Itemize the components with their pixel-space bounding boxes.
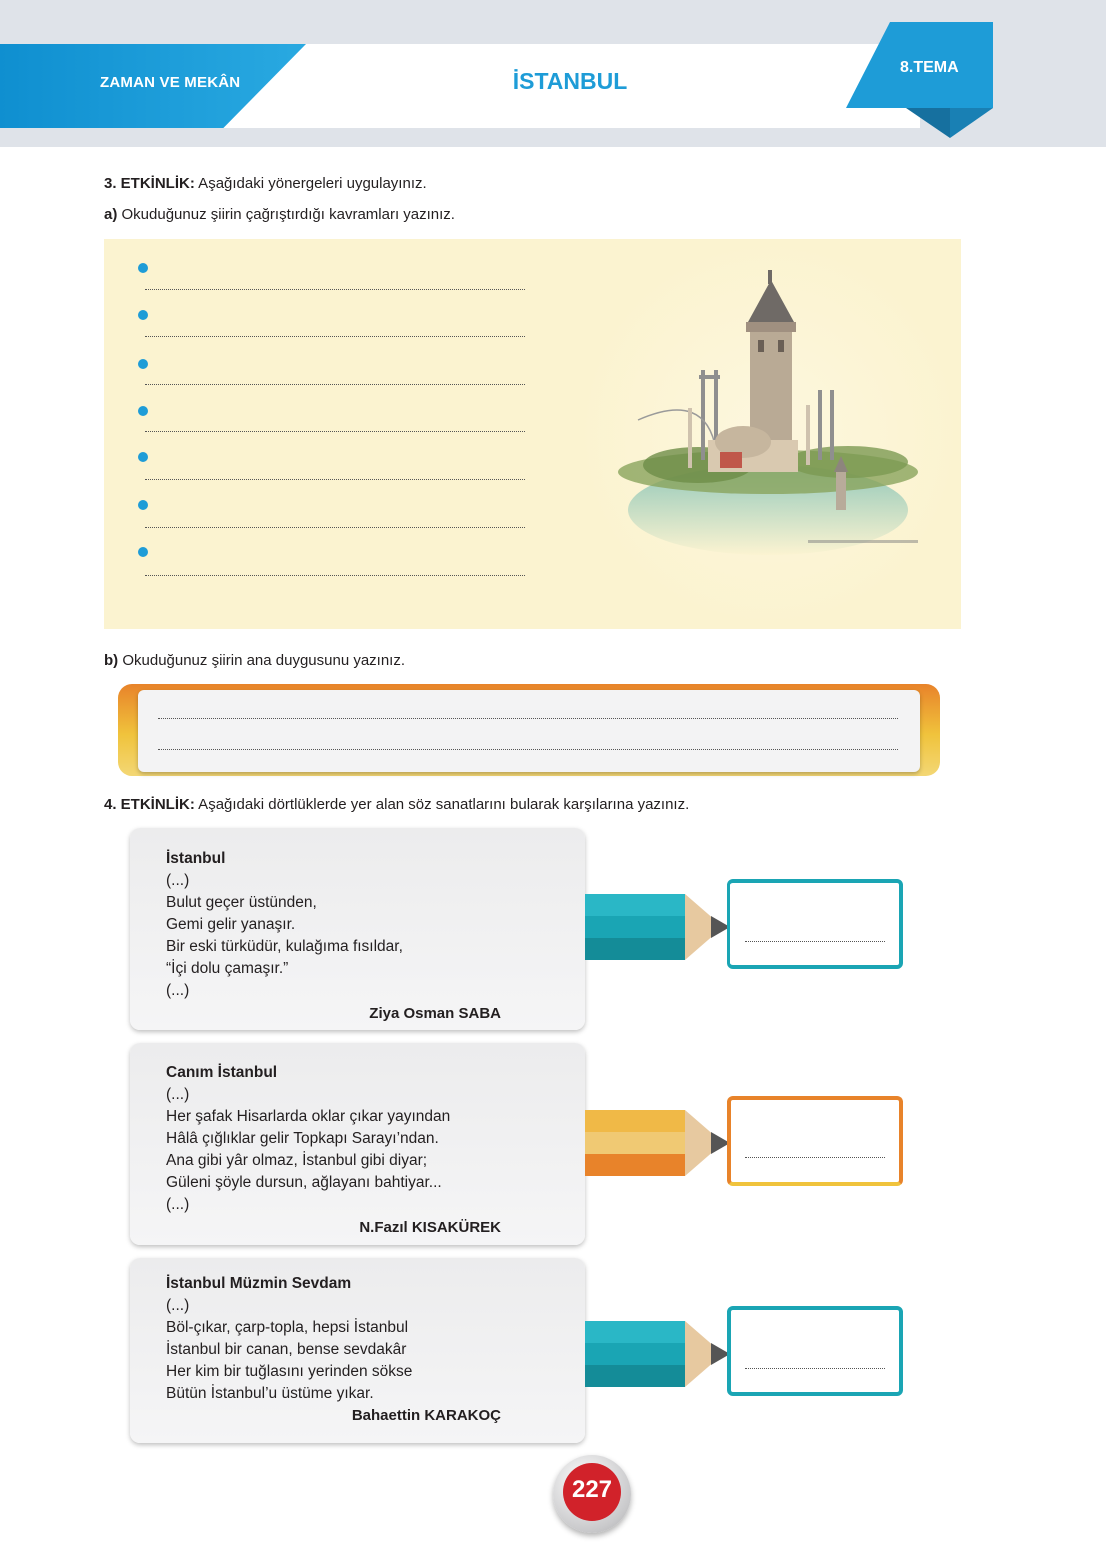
answer-box-2[interactable] xyxy=(727,1096,903,1186)
concept-line-2[interactable] xyxy=(145,336,525,337)
activity3-heading xyxy=(104,175,427,192)
poem-2-lines: (...) Her şafak Hisarlarda oklar çıkar yayından Hâlâ çığlıklar gelir Topkapı Sarayı’ndan. Ana gibi yâr olmaz, İstanbul gibi diyar; Güleni şöyle dursun, ağlayanı bahtiyar... (...) xyxy=(166,1086,451,1213)
concept-line-7[interactable] xyxy=(145,575,525,576)
poem-3-title: İstanbul Müzmin Sevdam xyxy=(166,1275,352,1292)
answer-line-1[interactable] xyxy=(745,941,885,942)
concept-line-4[interactable] xyxy=(145,431,525,432)
poem-3-author: Bahaettin KARAKOÇ xyxy=(351,1407,501,1424)
bullet-icon xyxy=(138,406,148,416)
concept-line-6[interactable] xyxy=(145,527,525,528)
concept-line-1[interactable] xyxy=(145,289,525,290)
feeling-line-1[interactable] xyxy=(158,718,898,719)
part-a-text: Okuduğunuz şiirin çağrıştırdığı kavramları yazınız. xyxy=(117,206,455,223)
activity4-heading xyxy=(104,796,689,813)
activity3-part-b xyxy=(104,652,405,669)
answer-box-1[interactable] xyxy=(727,879,903,969)
poem-3-lines: (...) Böl-çıkar, çarp-topla, hepsi İstanbul İstanbul bir canan, bense sevdakâr Her kim bir tuğlasını yerinden sökse Bütün İstanbul’u üstüme yıkar. xyxy=(166,1297,413,1402)
poem-1-author: Ziya Osman SABA xyxy=(369,1005,501,1022)
part-b-text: Okuduğunuz şiirin ana duygusunu yazınız. xyxy=(118,652,406,669)
pencil-icon xyxy=(585,894,730,960)
bullet-icon xyxy=(138,310,148,320)
bullet-icon xyxy=(138,263,148,273)
pencil-icon xyxy=(585,1110,730,1176)
pencil-icon xyxy=(585,1321,730,1387)
answer-box-3[interactable] xyxy=(727,1306,903,1396)
activity3-instruction: Aşağıdaki yönergeleri uygulayınız. xyxy=(194,175,427,192)
page-number: 227 xyxy=(571,1476,613,1503)
bullet-icon xyxy=(138,547,148,557)
theme-name: ZAMAN VE MEKÂN xyxy=(100,74,241,91)
concept-line-3[interactable] xyxy=(145,384,525,385)
poem-2-title: Canım İstanbul xyxy=(166,1064,278,1081)
activity3-label: 3. ETKİNLİK: xyxy=(104,175,195,192)
page-title: İSTANBUL xyxy=(512,68,628,94)
poem-2-author: N.Fazıl KISAKÜREK xyxy=(359,1219,501,1236)
feeling-line-2[interactable] xyxy=(158,749,898,750)
tema-ribbon xyxy=(846,22,996,140)
activity4-label: 4. ETKİNLİK: xyxy=(104,796,195,813)
bullet-icon xyxy=(138,500,148,510)
poem-1-title: İstanbul xyxy=(166,850,226,867)
activity4-instruction: Aşağıdaki dörtlüklerde yer alan söz sanatlarını bularak karşılarına yazınız. xyxy=(194,796,690,813)
feeling-answer-area[interactable] xyxy=(138,690,920,772)
tema-label: 8.TEMA xyxy=(900,59,959,76)
istanbul-illustration-icon xyxy=(578,240,961,628)
part-b-label: b) xyxy=(104,652,119,669)
activity3-part-a xyxy=(104,206,455,223)
concept-line-5[interactable] xyxy=(145,479,525,480)
answer-line-3[interactable] xyxy=(745,1368,885,1369)
bullet-icon xyxy=(138,452,148,462)
poem-1-lines: (...) Bulut geçer üstünden, Gemi gelir yanaşır. Bir eski türküdür, kulağıma fısıldar, “İçi dolu çamaşır.” (...) xyxy=(166,872,403,999)
answer-line-2[interactable] xyxy=(745,1157,885,1158)
part-a-label: a) xyxy=(104,206,118,223)
bullet-icon xyxy=(138,359,148,369)
